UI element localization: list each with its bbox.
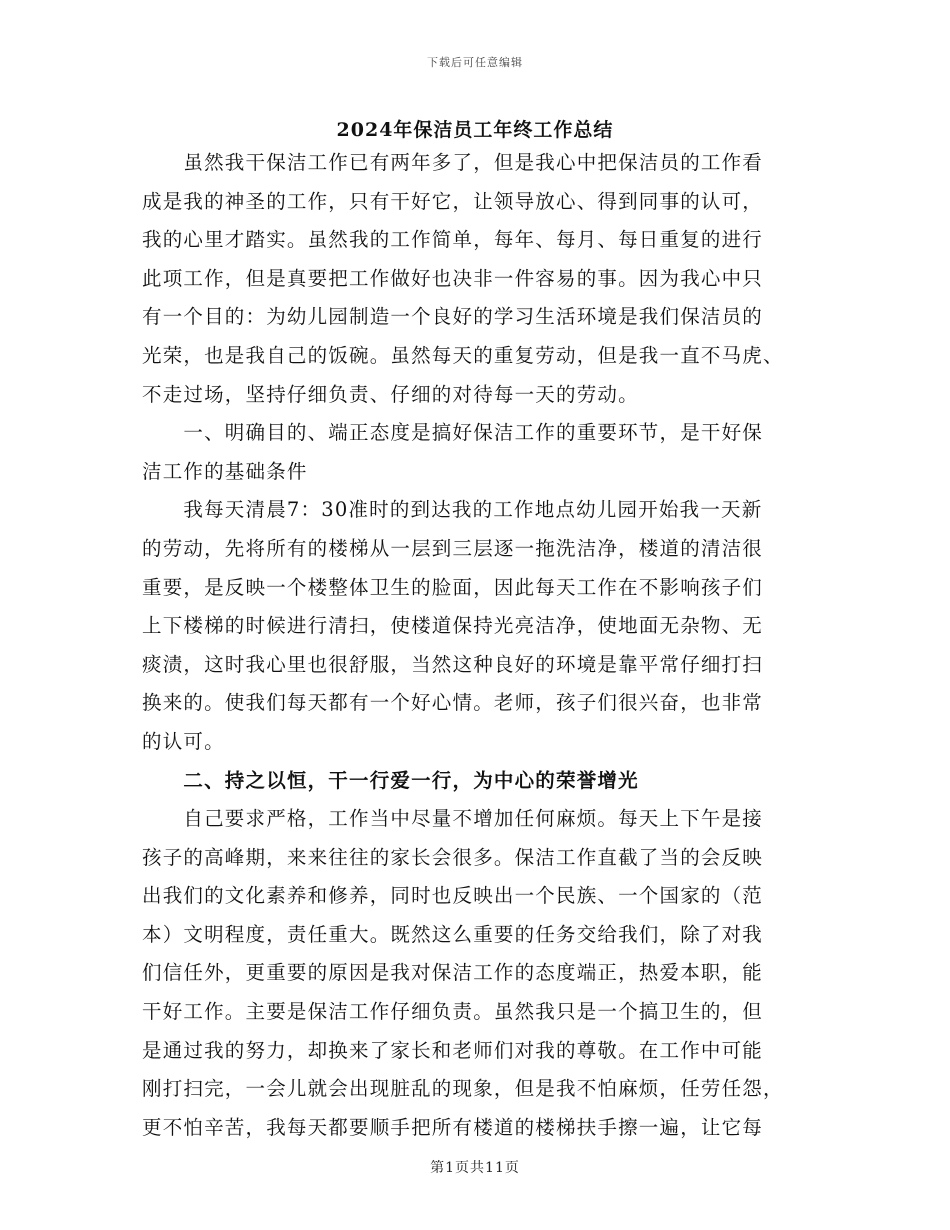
body-line: 刚打扫完，一会儿就会出现脏乱的现象，但是我不怕麻烦，任劳任怨， xyxy=(142,1077,784,1101)
body-line: 的认可。 xyxy=(142,729,225,753)
body-line: 此项工作，但是真要把工作做好也决非一件容易的事。因为我心中只 xyxy=(142,266,764,290)
body-line: 洁工作的基础条件 xyxy=(142,459,308,483)
body-line: 是通过我的努力，却换来了家长和老师们对我的尊敬。在工作中可能 xyxy=(142,1038,764,1062)
body-line: 换来的。使我们每天都有一个好心情。老师，孩子们很兴奋，也非常 xyxy=(142,691,764,715)
body-line: 更不怕辛苦，我每天都要顺手把所有楼道的楼梯扶手擦一遍，让它每 xyxy=(142,1115,764,1139)
header-note: 下载后可任意编辑 xyxy=(427,56,523,69)
body-line: 自己要求严格，工作当中尽量不增加任何麻烦。每天上下午是接 xyxy=(142,807,764,831)
body-line: 本）文明程度，责任重大。既然这么重要的任务交给我们，除了对我 xyxy=(142,922,764,946)
body-line: 光荣，也是我自己的饭碗。虽然每天的重复劳动，但是我一直不马虎、 xyxy=(142,343,784,367)
body-line: 二、持之以恒，干一行爱一行，为中心的荣誉增光 xyxy=(142,768,639,792)
body-line: 虽然我干保洁工作已有两年多了，但是我心中把保洁员的工作看 xyxy=(142,151,764,174)
body-line: 痰渍，这时我心里也很舒服，当然这种良好的环境是靠平常仔细打扫 xyxy=(142,652,764,676)
body-line: 有一个目的：为幼儿园制造一个良好的学习生活环境是我们保洁员的 xyxy=(142,305,764,329)
body-line: 干好工作。主要是保洁工作仔细负责。虽然我只是一个搞卫生的，但 xyxy=(142,1000,764,1024)
page-footer: 第1页共11页 xyxy=(430,1160,520,1176)
body-line: 的劳动，先将所有的楼梯从一层到三层逐一拖洗洁净，楼道的清洁很 xyxy=(142,536,764,560)
body-line: 们信任外，更重要的原因是我对保洁工作的态度端正，热爱本职，能 xyxy=(142,961,764,985)
body-line: 上下楼梯的时候进行清扫，使楼道保持光亮洁净，使地面无杂物、无 xyxy=(142,614,764,638)
body-line: 孩子的高峰期，来来往往的家长会很多。保洁工作直截了当的会反映 xyxy=(142,845,764,869)
body-line: 我每天清晨7：30准时的到达我的工作地点幼儿园开始我一天新 xyxy=(142,498,763,522)
body-line: 我的心里才踏实。虽然我的工作简单，每年、每月、每日重复的进行 xyxy=(142,228,764,252)
body-line: 不走过场，坚持仔细负责、仔细的对待每一天的劳动。 xyxy=(142,382,639,406)
body-line: 出我们的文化素养和修养，同时也反映出一个民族、一个国家的（范 xyxy=(142,884,764,908)
body-line: 重要，是反映一个楼整体卫生的脸面，因此每天工作在不影响孩子们 xyxy=(142,575,764,599)
body-line: 成是我的神圣的工作，只有干好它，让领导放心、得到同事的认可， xyxy=(142,189,764,213)
document-title: 2024年保洁员工年终工作总结 xyxy=(336,119,614,141)
document-body xyxy=(142,144,798,1147)
body-line: 一、明确目的、端正态度是搞好保洁工作的重要环节，是干好保 xyxy=(142,421,764,445)
